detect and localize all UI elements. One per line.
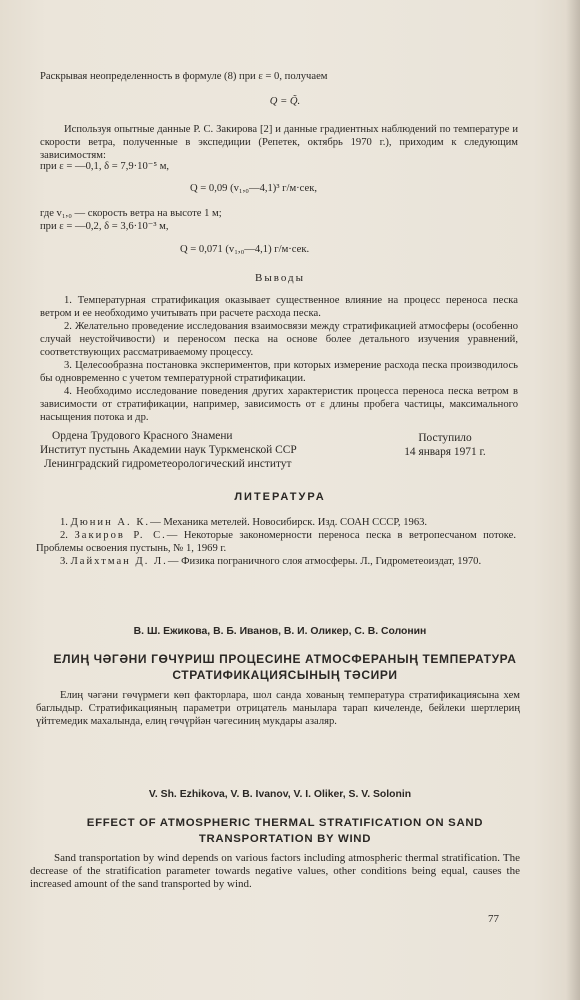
authors-english: V. Sh. Ezhikova, V. B. Ivanov, V. I. Oliker, S. V. Solonin	[148, 789, 412, 800]
reference-3	[36, 555, 516, 568]
conclusion-3: 3. Целесообразна постановка экспериментов, при которых измерение расхода песка производилось бы одновременно с учетом температурной стратификации.	[40, 360, 518, 384]
reference-2-author: Закиров Р. С.	[74, 530, 167, 541]
formula-1: Q = 0,09 (v₁,₀—4,1)³ г/м·сек,	[190, 183, 318, 194]
reference-3-author: Лайхтман Д. Л.	[70, 556, 168, 567]
reference-3-num: 3.	[60, 556, 68, 567]
reference-2-num: 2.	[60, 530, 68, 541]
reference-1-author: Дюнин А. К.	[70, 517, 151, 528]
reference-1-num: 1.	[60, 517, 68, 528]
title-turkmen-line-2: СТРАТИФИКАЦИЯСЫНЫҢ ТӘСИРИ	[172, 668, 398, 682]
literature-heading: ЛИТЕРАТУРА	[234, 491, 326, 503]
title-english-line-2: TRANSPORTATION BY WIND	[198, 833, 372, 845]
page-fold-shadow	[566, 0, 580, 1000]
formula-2: Q = 0,071 (v₁,₀—4,1) г/м·сек.	[180, 244, 310, 255]
received-label: Поступило	[418, 432, 472, 444]
conclusions-heading: Выводы	[254, 272, 306, 284]
reference-3-text: — Физика пограничного слоя атмосферы. Л., Гидрометеоиздат, 1970.	[167, 556, 482, 567]
where-line: где v₁,₀ — скорость ветра на высоте 1 м;	[40, 208, 222, 219]
reference-1-text: — Механика метелей. Новосибирск. Изд. СОАН СССР, 1963.	[150, 517, 428, 528]
case-1: при ε = —0,1, δ = 7,9·10⁻⁵ м,	[40, 161, 170, 172]
conclusion-2: 2. Желательно проведение исследования взаимосвязи между стратификацией атмосферы (особенно случай неустойчивости) и переносом песка на основе более детального изучения уравнений, соответствующих рассматриваемому процессу.	[40, 321, 518, 358]
reference-2	[36, 529, 516, 555]
institution-1: Ордена Трудового Красного Знамени	[52, 430, 233, 442]
title-english-line-1: EFFECT OF ATMOSPHERIC THERMAL STRATIFICATION ON SAND	[86, 817, 484, 829]
conclusion-1: 1. Температурная стратификация оказывает существенное влияние на процесс переноса песка ветром и ее необходимо учитывать при расчете расхода песка.	[40, 295, 518, 319]
received-block	[380, 431, 510, 459]
page-number: 77	[488, 913, 499, 925]
abstract-english: Sand transportation by wind depends on various factors including atmospheric thermal stratification. The decrease of the stratification parameter towards negative values, other conditions being equal, causes the increased amount of the sand transported by wind.	[30, 852, 520, 890]
abstract-turkmen: Елиң чәгәни гөчүрмеги көп факторлара, шол санда хованың температура стратификациясына хем баглыдыр. Стратификацияның параметри отрицатель манылара тарап кичеленде, бейлеки шертлериң үйтгемедик махалында, елиң гөчүрйән чәгесиниң мукдары азаляр.	[36, 690, 520, 727]
received-date: 14 января 1971 г.	[404, 446, 486, 458]
reference-1	[36, 516, 516, 529]
intro-line: Раскрывая неопределенность в формуле (8) при ε = 0, получаем	[40, 71, 328, 82]
formula-q: Q = Q̃.	[269, 96, 301, 107]
institution-2: Институт пустынь Академии наук Туркменской ССР	[40, 444, 297, 456]
reference-2-text: — Некоторые закономерности переноса песка в ветропесчаном потоке. Проблемы освоения пустынь, № 1, 1969 г.	[36, 530, 516, 554]
institutions-block	[40, 429, 364, 471]
title-turkmen-line-1: ЕЛИҢ ЧӘГӘНИ ГӨЧҮРИШ ПРОЦЕСИНЕ АТМОСФЕРАНЫҢ ТЕМПЕРАТУРА	[53, 652, 517, 666]
case-2: при ε = —0,2, δ = 3,6·10⁻³ м,	[40, 221, 169, 232]
authors-turkmen: В. Ш. Ежикова, В. Б. Иванов, В. И. Оликер, С. В. Солонин	[133, 626, 427, 637]
paragraph-data: Используя опытные данные Р. С. Закирова [2] и данные градиентных наблюдений по температуре и скорости ветра, полученные в экспедиции (Репетек, октябрь 1970 г.), приходим к следующим зависимостям:	[40, 124, 518, 161]
institution-3: Ленинградский гидрометеорологический институт	[44, 458, 292, 470]
conclusion-4: 4. Необходимо исследование поведения других характеристик процесса переноса песка ветром в зависимости от стратификации, например, зависимость от ε длины пробега частицы, максимального насыщения потока и др.	[40, 386, 518, 423]
